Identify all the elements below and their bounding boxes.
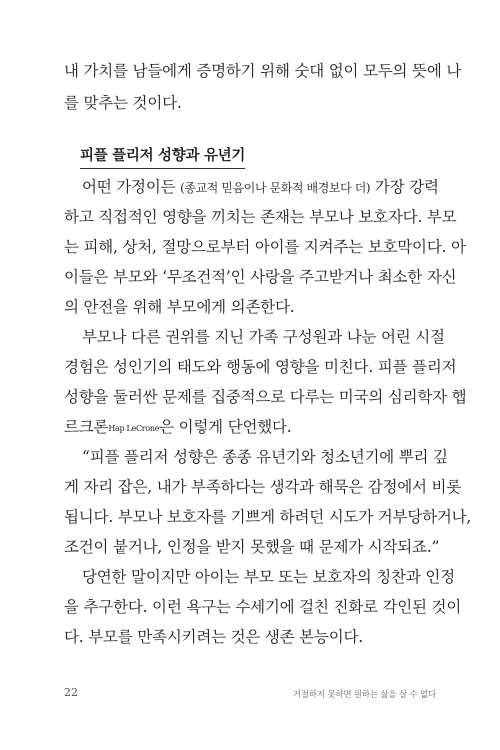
text-line: 는 피해, 상처, 절망으로부터 아이를 지켜주는 보호막이다. 아: [64, 238, 466, 256]
text-line: 의 안전을 위해 부모에게 의존한다.: [64, 298, 295, 316]
text-line: 성향을 둘러싼 문제를 집중적으로 다루는 미국의 심리학자 햅: [64, 388, 467, 406]
text-line: 부모나 다른 권위를 지닌 가족 구성원과 나눈 어린 시절: [82, 328, 445, 346]
text-line: [82, 176, 439, 199]
text-line: [64, 416, 436, 440]
text-line: 하고 직접적인 영향을 끼치는 존재는 부모나 보호자다. 부모: [64, 208, 457, 226]
text-line: 경험은 성인기의 태도와 행동에 영향을 미친다. 피플 플리저: [64, 358, 457, 376]
text-span: 어떤 가정이든: [82, 178, 181, 196]
running-title: 거절하지 못하면 원하는 삶을 살 수 없다: [292, 690, 436, 700]
text-line: 을 추구한다. 이런 욕구는 수세기에 걸친 진화로 각인된 것이: [64, 598, 462, 616]
quote-line: 게 자리 잡은, 내가 부족하다는 생각과 해묵은 감정에서 비롯: [64, 478, 462, 496]
text-span: 가장 강력: [370, 178, 439, 196]
quote-line: “피플 플리저 성향은 종종 유년기와 청소년기에 뿌리 깊: [82, 448, 448, 466]
text-line: 를 맞추는 것이다.: [64, 94, 182, 112]
quote-line: 조건이 붙거나, 인정을 받지 못했을 때 문제가 시작되죠.”: [64, 538, 440, 556]
text-line: 내 가치를 남들에게 증명하기 위해 숫대 없이 모두의 뜻에 나: [64, 62, 462, 80]
english-name-annotation: Hap LeCrone: [108, 424, 160, 433]
text-span: 르크론: [64, 418, 109, 436]
text-line: 당연한 말이지만 아이는 부모 또는 보호자의 칭찬과 인정: [82, 568, 455, 586]
text-span: 은 이렇게 단언했다.: [159, 418, 292, 436]
parenthetical-text: (종교적 믿음이나 문화적 배경보다 더): [180, 181, 371, 195]
quote-line: 됩니다. 부모나 보호자를 기쁘게 하려던 시도가 거부당하거나,: [64, 508, 472, 526]
text-line: 다. 부모를 만족시키려는 것은 생존 본능이다.: [64, 628, 364, 646]
text-line: 이들은 부모와 ‘무조건적’인 사랑을 주고받거나 최소한 자신: [64, 268, 457, 286]
page-number: 22: [64, 686, 78, 699]
section-heading: 피플 플리저 성향과 유년기: [80, 146, 245, 169]
